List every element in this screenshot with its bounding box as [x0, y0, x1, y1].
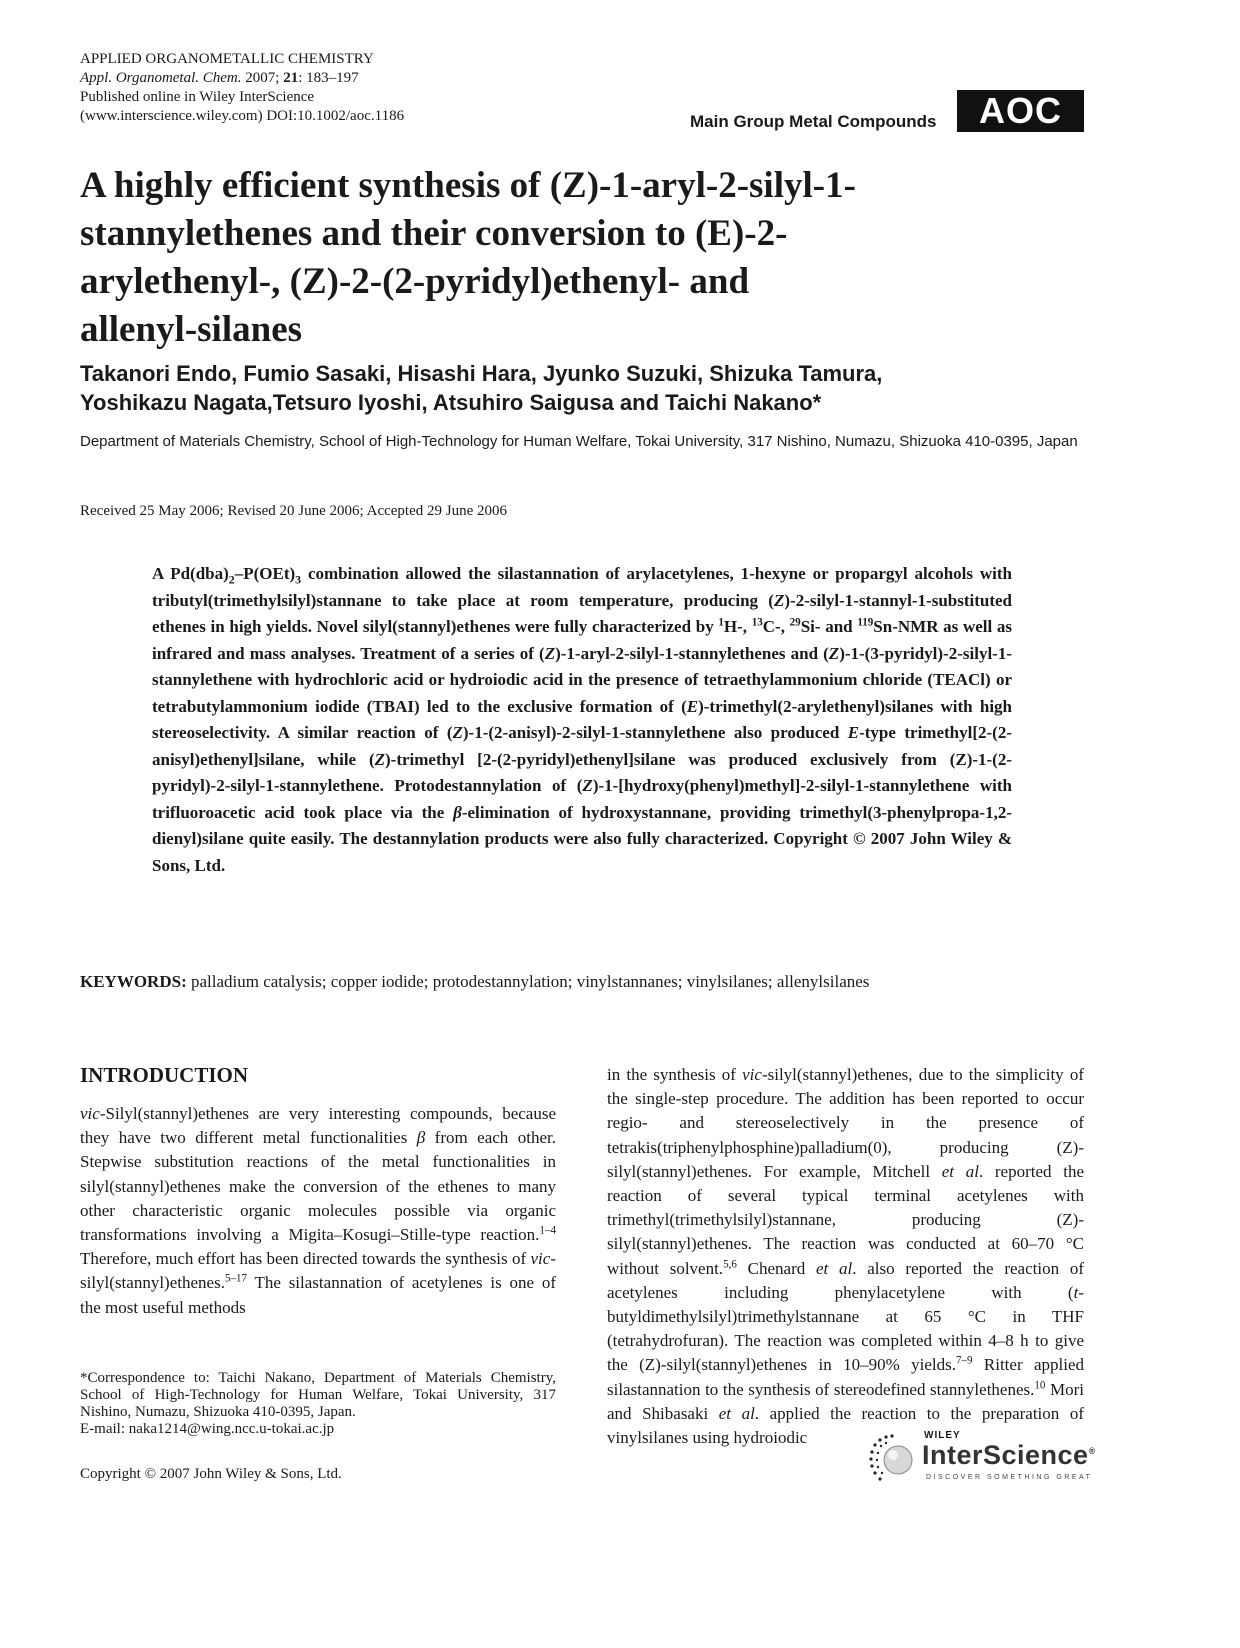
italic-text: et al — [941, 1161, 979, 1181]
logo-interscience-text — [922, 1440, 1096, 1471]
italic-text: vic — [530, 1249, 551, 1269]
title-line: allenyl-silanes — [80, 309, 303, 350]
abstract-text: )-2-silyl-1-stannyl-1-substituted ethenes in high yields. Novel silyl(stannyl)ethenes were fully characterized by — [152, 590, 1012, 636]
logo-wiley-text: WILEY — [924, 1430, 961, 1441]
reference-superscript: 1–4 — [539, 1224, 556, 1237]
reference-superscript: 7–9 — [955, 1354, 973, 1367]
abstract-text: )-trimethyl [2-(2-pyridyl)ethenyl]silane was produced exclusively from (Z)-1-(2-pyridyl)-2-silyl-1-stannylethene. Protodestannylation of ( — [152, 749, 1012, 795]
abstract-italic: β — [453, 802, 462, 822]
abstract-italic: Z — [544, 643, 556, 663]
abstract-subscript: 2 — [228, 572, 235, 587]
italic-text: β — [416, 1128, 426, 1148]
logo-registered-mark: ® — [1088, 1446, 1096, 1456]
title-line: arylethenyl-, (Z)-2-(2-pyridyl)ethenyl- and — [80, 261, 750, 302]
title-line: A highly efficient synthesis of (Z)-1-aryl-2-silyl-1- — [80, 165, 856, 206]
wiley-interscience-logo — [868, 1428, 1098, 1494]
intro-left-column — [80, 1102, 556, 1320]
abstract — [152, 561, 1012, 879]
abstract-superscript: 1 — [718, 616, 724, 629]
section-heading-introduction: INTRODUCTION — [80, 1063, 249, 1087]
body-text: from each other. Stepwise substitution reactions of the metal functionalities in silyl(stannyl)ethenes make the conversion of the ethenes to many other characteristic organic molecules possible via organic transformations involving a Migita–Kosugi–Stille-type reaction. — [80, 1128, 556, 1245]
journal-header — [80, 50, 640, 126]
correspondence-footnote — [80, 1370, 556, 1438]
keywords-list: palladium catalysis; copper iodide; protodestannylation; vinylstannanes; vinylsilanes; allenylsilanes — [186, 972, 870, 991]
abstract-italic: Z — [582, 776, 593, 795]
url-doi: (www.interscience.wiley.com) DOI:10.1002/aoc.1186 — [80, 108, 405, 124]
abstract-superscript: 119 — [857, 616, 874, 629]
citation-pages: : 183–197 — [298, 70, 359, 86]
article-title — [80, 162, 1090, 354]
journal-name: APPLIED ORGANOMETALLIC CHEMISTRY — [80, 51, 374, 67]
abstract-text: C-, — [762, 617, 790, 636]
body-text: . reported the reaction of several typical terminal acetylenes with trimethyl(trimethylsilyl)stannane, producing (Z)-silyl(stannyl)ethenes. The reaction was conducted at 60–70 °C without solvent. — [607, 1161, 1084, 1278]
body-text: Therefore, much effort has been directed towards the synthesis of — [80, 1249, 531, 1269]
abstract-text: Sn-NMR as well as infrared and mass analyses. Treatment of a series of ( — [152, 617, 1013, 663]
received-dates: Received 25 May 2006; Revised 20 June 2006; Accepted 29 June 2006 — [80, 503, 508, 519]
body-text: . also reported the reaction of acetylenes including phenylacetylene with ( — [607, 1258, 1084, 1302]
abstract-text: -type trimethyl[2-(2-anisyl)ethenyl]silane, while ( — [152, 723, 1013, 769]
correspondence-text: *Correspondence to: Taichi Nakano, Department of Materials Chemistry, School of High-Technology for Human Welfare, Tokai University, 317 Nishino, Numazu, Shizuoka 410-0395, Japan. — [80, 1370, 556, 1420]
italic-text: vic — [742, 1065, 762, 1084]
body-text: The silastannation of acetylenes is one of the most useful methods — [80, 1273, 556, 1317]
affiliation: Department of Materials Chemistry, School of High-Technology for Human Welfare, Tokai University, 317 Nishino, Numazu, Shizuoka 410-0395, Japan — [80, 433, 1078, 450]
abstract-italic: Z — [828, 643, 840, 663]
keywords — [80, 971, 1090, 993]
body-text: Mori and Shibasaki — [607, 1379, 1085, 1423]
abstract-text: )-1-aryl-2-silyl-1-stannylethenes and ( — [555, 643, 829, 663]
abstract-subscript: 3 — [295, 572, 302, 587]
italic-text: et al — [718, 1403, 755, 1423]
abstract-text: )-trimethyl(2-arylethenyl)silanes with high stereoselectivity. A similar reaction of ( — [152, 696, 1013, 742]
abstract-text: –P(OEt) — [234, 564, 296, 583]
interscience-globe-icon — [868, 1432, 922, 1486]
reference-superscript: 10 — [1034, 1378, 1046, 1391]
italic-text: et al — [815, 1258, 853, 1278]
citation-journal: Appl. Organometal. Chem. — [80, 70, 242, 86]
abstract-superscript: 13 — [751, 616, 763, 629]
title-line: stannylethenes and their conversion to (E)-2- — [80, 213, 788, 254]
body-text: -silyl(stannyl)ethenes, due to the simplicity of the single-step procedure. The addition has been reported to occur regio- and stereoselectively in the presence of tetrakis(triphenylphosphine)palladium(0), producing (Z)-silyl(stannyl)ethenes. For example, Mitchell — [607, 1065, 1084, 1181]
body-text: in the synthesis of — [607, 1065, 743, 1084]
author-line: Yoshikazu Nagata,Tetsuro Iyoshi, Atsuhiro Saigusa and Taichi Nakano* — [80, 390, 822, 415]
body-text: -silyl(stannyl)ethenes. — [80, 1249, 556, 1293]
reference-superscript: 5–17 — [224, 1272, 248, 1285]
abstract-italic: Z — [773, 590, 785, 610]
abstract-text: combination allowed the silastannation of arylacetylenes, 1-hexyne or propargyl alcohols with tributyl(trimethylsilyl)stannane to take place at room temperature, producing ( — [152, 564, 1012, 610]
abstract-text: A Pd(dba) — [152, 564, 229, 583]
section-label: Main Group Metal Compounds — [690, 112, 937, 131]
body-text: . applied the reaction to the preparation of vinylsilanes using hydroiodic — [607, 1403, 1084, 1448]
logo-tagline: DISCOVER SOMETHING GREAT — [926, 1474, 1093, 1481]
correspondence-email: E-mail: naka1214@wing.ncc.u-tokai.ac.jp — [80, 1421, 335, 1437]
abstract-text: H-, — [723, 617, 752, 636]
abstract-text: -elimination of hydroxystannane, providing trimethyl(3-phenylpropa-1,2-dienyl)silane quite easily. The destannylation products were also fully characterized. Copyright © 2007 John Wiley & Sons, Ltd. — [152, 802, 1012, 875]
body-text: Ritter applied silastannation to the synthesis of stereodefined stannylethenes. — [607, 1355, 1084, 1399]
abstract-text: )-1-(2-anisyl)-2-silyl-1-stannylethene also produced — [462, 723, 848, 742]
abstract-italic: Z — [452, 723, 463, 742]
abstract-text: )-1-[hydroxy(phenyl)methyl]-2-silyl-1-stannylethene with trifluoroacetic acid took place via the — [152, 776, 1012, 822]
italic-text: t — [1073, 1282, 1079, 1302]
abstract-text: Si- and — [800, 617, 858, 636]
published-online: Published online in Wiley InterScience — [80, 89, 315, 105]
reference-superscript: 5,6 — [723, 1257, 737, 1270]
italic-text: vic — [80, 1104, 100, 1123]
citation-volume: 21 — [283, 70, 299, 86]
abstract-italic: E — [847, 723, 860, 742]
keywords-label: KEYWORDS: — [80, 972, 187, 991]
intro-right-column — [607, 1063, 1084, 1450]
author-line: Takanori Endo, Fumio Sasaki, Hisashi Hara, Jyunko Suzuki, Shizuka Tamura, — [80, 361, 883, 386]
citation-line — [80, 69, 640, 88]
body-text: Chenard — [736, 1258, 816, 1278]
body-text: -butyldimethylsilyl)trimethylstannane at 65 °C in THF (tetrahydrofuran). The reaction was completed within 4–8 h to give the (Z)-silyl(stannyl)ethenes in 10–90% yields. — [607, 1282, 1084, 1375]
body-text: -Silyl(stannyl)ethenes are very interesting compounds, because they have two different metal functionalities — [80, 1104, 556, 1148]
author-list — [80, 359, 1100, 417]
abstract-superscript: 29 — [789, 616, 801, 629]
abstract-italic: Z — [374, 749, 386, 769]
citation-year: 2007; — [241, 70, 284, 86]
logo-interscience-word: InterScience — [922, 1440, 1089, 1470]
abstract-italic: E — [686, 696, 699, 716]
footer-copyright: Copyright © 2007 John Wiley & Sons, Ltd. — [80, 1466, 342, 1482]
abstract-text: )-1-(3-pyridyl)-2-silyl-1-stannylethene with hydrochloric acid or hydroiodic acid in the presence of tetraethylammonium chloride (TEACl) or tetrabutylammonium iodide (TBAI) led to the exclusive formation of ( — [152, 643, 1012, 716]
journal-badge: AOC — [957, 90, 1084, 132]
